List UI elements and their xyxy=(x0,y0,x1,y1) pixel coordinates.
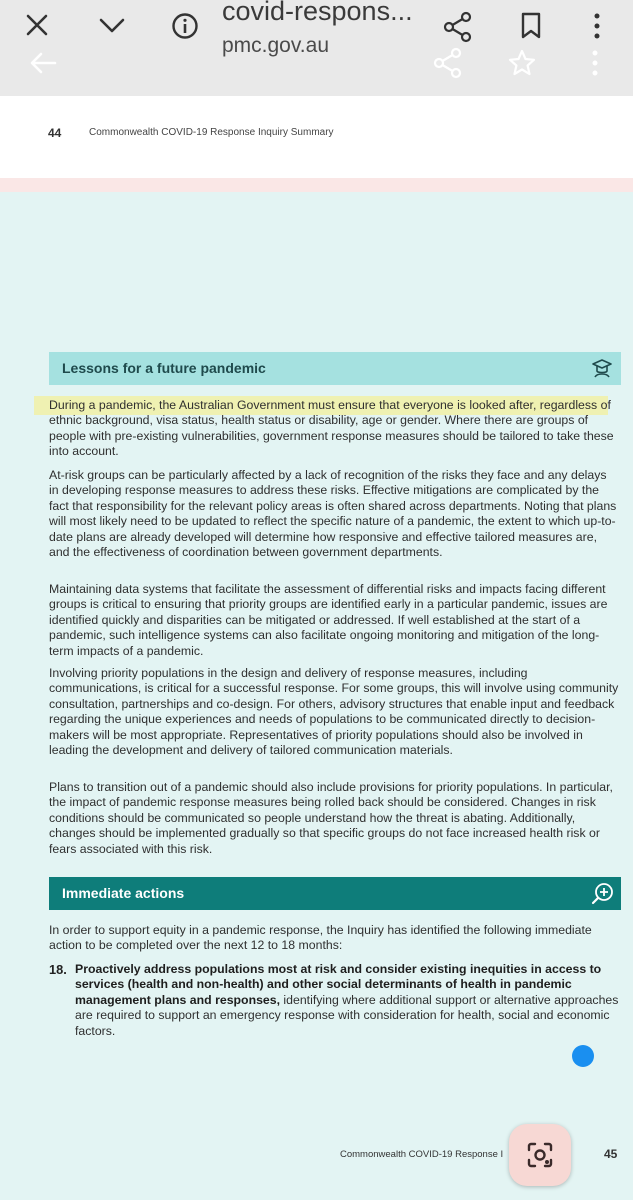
more-vert-icon[interactable] xyxy=(592,12,602,40)
share-icon[interactable] xyxy=(433,47,463,79)
action-item-text xyxy=(75,962,623,1039)
page-doc-title: Commonwealth COVID-19 Response Inquiry Summary xyxy=(89,127,334,138)
star-icon[interactable] xyxy=(507,48,537,78)
close-icon[interactable] xyxy=(25,13,49,37)
url-title[interactable]: covid-respons... xyxy=(222,0,413,26)
lens-search-button[interactable] xyxy=(509,1124,571,1186)
page-divider xyxy=(0,178,633,192)
actions-title: Immediate actions xyxy=(62,885,185,901)
actions-intro: In order to support equity in a pandemic response, the Inquiry has identified the following immediate action to be completed over the next 12 to 18 months: xyxy=(49,923,592,953)
action-item-bold: Proactively address populations most at risk and consider existing inequities in access to services (health and non-health) and other social determinants of health in pandemic management plans and responses, xyxy=(75,962,602,1007)
back-arrow-icon[interactable] xyxy=(29,51,57,75)
footer-doc-title-start: Commonwealth COVID-19 Response I xyxy=(340,1149,504,1160)
blue-dot-indicator[interactable] xyxy=(572,1045,594,1067)
page-number: 44 xyxy=(48,126,62,140)
lessons-paragraph: At-risk groups can be particularly affected by a lack of recognition of the risks they face and any delays in developing response measures to address these risks. Effective mitigations are complicated by the fact that responsibility for the relevant policy areas is often shared across departments. Noting that plans will most likely need to be updated to reflect the specific nature of a pandemic, the extent to which up-to-date plans are already developed will determine how responsive and effective tailored measures are, and the effectiveness of coordination between government departments. xyxy=(49,468,617,560)
share-icon[interactable] xyxy=(443,11,473,43)
graduation-cap-icon xyxy=(591,357,613,379)
more-vert-icon[interactable] xyxy=(590,49,600,77)
info-icon[interactable] xyxy=(171,12,199,40)
action-item-number: 18. xyxy=(49,962,67,977)
bookmark-icon[interactable] xyxy=(520,12,542,40)
actions-section-header xyxy=(49,877,621,910)
footer-page-number: 45 xyxy=(604,1147,618,1161)
lessons-section-header xyxy=(49,352,621,385)
lessons-paragraph: Plans to transition out of a pandemic should also include provisions for priority populations. In particular, the impact of pandemic response measures being rolled back should be considered. Changes in risk conditions should be communicated so people understand how the threat is abating. Additionally, changes should be implemented gradually so that specific groups do not face increased health risk or fears associated with this risk. xyxy=(49,780,613,856)
lessons-paragraph: Maintaining data systems that facilitate the assessment of differential risks and impacts facing different groups is critical to ensuring that priority groups are identified early in a particular pandemic, issues are identified quickly and disparities can be mitigated or addressed. If well established at the start of a pandemic, such intelligence systems can also facilitate ongoing monitoring and mitigation of the long-term impacts of a pandemic. xyxy=(49,582,608,658)
browser-top-bar xyxy=(0,0,633,96)
url-domain[interactable]: pmc.gov.au xyxy=(222,34,329,57)
zoom-in-icon xyxy=(591,881,615,905)
pdf-page-header xyxy=(0,96,633,180)
lessons-paragraph: Involving priority populations in the design and delivery of response measures, including communications, is critical for a successful response. For some groups, this will involve using community consultation, partnerships and co-design. For others, advisory structures that enable input and feedback regarding the unique experiences and needs of populations to be communicated directly to decision-makers will be most appropriate. Representatives of priority populations should also be involved in leading the development and delivery of tailored communication materials. xyxy=(49,666,619,758)
action-item-rest: identifying where additional support or alternative approaches are required to support an emergency response with consideration for health, social and economic factors. xyxy=(75,992,619,1038)
chevron-down-icon[interactable] xyxy=(98,16,126,34)
lessons-title: Lessons for a future pandemic xyxy=(62,360,266,376)
camera-search-icon xyxy=(526,1141,554,1169)
lessons-paragraph: During a pandemic, the Australian Government must ensure that everyone is looked after, regardless of ethnic background, visa status, health status or disability, age or gender. Where there are groups of people with pre-existing vulnerabilities, government response measures should be tailored to take these into account. xyxy=(49,398,614,459)
